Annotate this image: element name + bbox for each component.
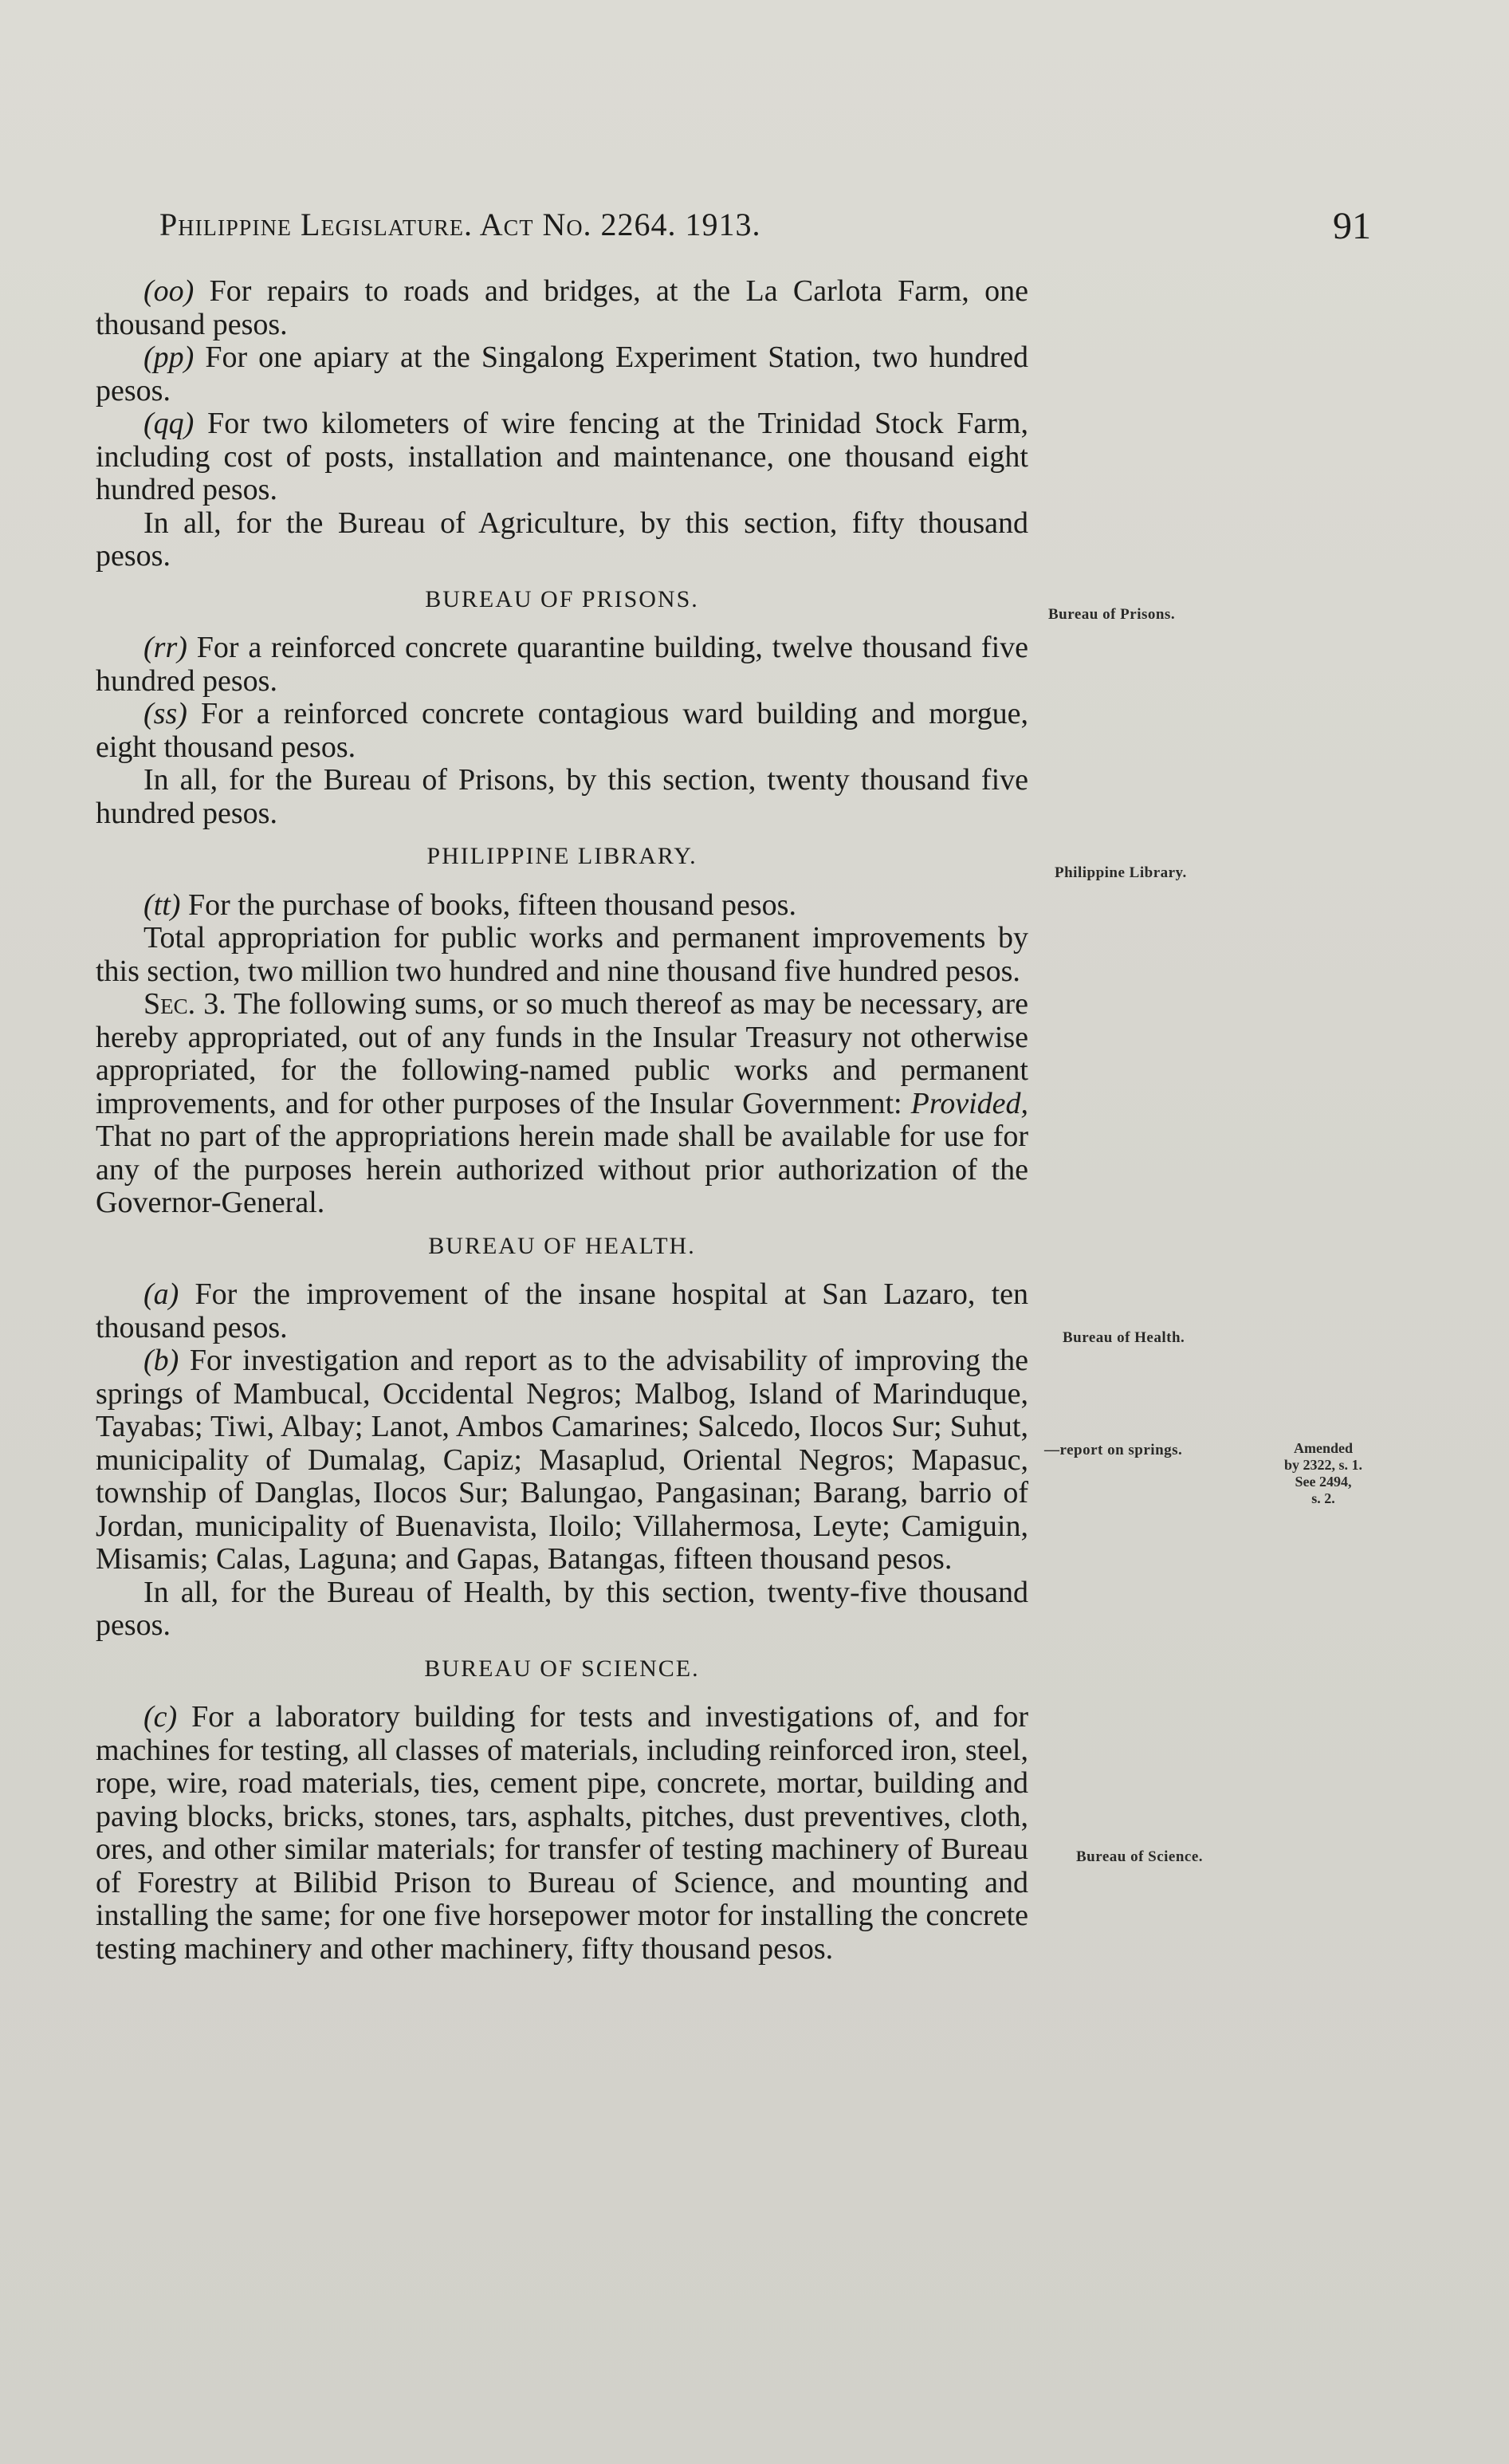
- paragraph-a: [96, 1278, 1028, 1344]
- item-text: For the improvement of the insane hospital at San Lazaro, ten thousand pesos.: [96, 1277, 1028, 1344]
- heading-philippine-library: PHILIPPINE LIBRARY.: [426, 843, 698, 869]
- item-letter: (c): [143, 1700, 178, 1734]
- item-text: For repairs to roads and bridges, at the La Carlota Farm, one thousand pesos.: [96, 274, 1028, 341]
- heading-bureau-of-science: BUREAU OF SCIENCE.: [424, 1655, 700, 1682]
- item-letter: (rr): [143, 631, 187, 664]
- section-label: Sec. 3.: [143, 987, 226, 1021]
- running-head: Philippine Legislature. Act No. 2264. 1913.: [159, 207, 761, 242]
- heading-bureau-of-health: BUREAU OF HEALTH.: [428, 1232, 696, 1259]
- item-letter: (pp): [143, 340, 195, 374]
- margin-note-science: Bureau of Science.: [1076, 1848, 1204, 1865]
- item-letter: (oo): [143, 274, 195, 308]
- item-letter: (b): [143, 1344, 179, 1377]
- paragraph-prisons-total: In all, for the Bureau of Prisons, by this section, twenty thousand five hundred pesos.: [96, 763, 1028, 830]
- item-text: For investigation and report as to the advisability of improving the springs of Mambucal, Occidental Negros; Malbog, Island of Marinduque, Tayabas; Tiwi, Albay; Lanot, Ambos Camarines; Salcedo, Ilocos Sur; Suhut, municipality of Dumalag, Capiz; Masaplud, Oriental Negros; Mapasuc, township of Danglas, Ilocos Sur; Balungao, Pangasinan; Barang, barrio of Jordan, municipality of Buenavista, Iloilo; Villahermosa, Leyte; Camiguin, Misamis; Calas, Laguna; and Gapas, Batangas, fifteen thousand pesos.: [96, 1344, 1028, 1576]
- amended-line: by 2322, s. 1.: [1283, 1457, 1362, 1473]
- margin-note-springs: —report on springs.: [1044, 1442, 1183, 1458]
- paragraph-b: [96, 1344, 1028, 1576]
- proviso-word: Provided,: [910, 1086, 1028, 1120]
- margin-note-library: Philippine Library.: [1055, 864, 1187, 881]
- section-text: The following sums, or so much thereof as may be necessary, are hereby appropriated, out of any funds in the Insular Treasury not otherwise appropriated, for the following-named public works and permanent improvements, and for other purposes of the Insular Government:: [96, 987, 1028, 1120]
- paragraph-oo: [96, 275, 1028, 341]
- item-letter: (tt): [143, 888, 181, 922]
- amended-line: s. 2.: [1311, 1490, 1335, 1506]
- item-letter: (a): [143, 1277, 179, 1311]
- margin-note-amended: [1271, 1440, 1375, 1507]
- paragraph-agriculture-total: In all, for the Bureau of Agriculture, by this section, fifty thousand pesos.: [96, 506, 1028, 573]
- margin-note-prisons: Bureau of Prisons.: [1048, 606, 1176, 623]
- amended-line: Amended: [1293, 1440, 1353, 1456]
- item-text: For a reinforced concrete contagious ward building and morgue, eight thousand pesos.: [96, 697, 1028, 764]
- item-text: For the purchase of books, fifteen thousand pesos.: [180, 888, 796, 922]
- margin-note-health: Bureau of Health.: [1063, 1329, 1185, 1346]
- amended-line: See 2494,: [1295, 1474, 1352, 1490]
- page-number: 91: [1333, 205, 1371, 247]
- item-text: For two kilometers of wire fencing at the Trinidad Stock Farm, including cost of posts, installation and maintenance, one thousand eight hundred pesos.: [96, 407, 1028, 506]
- paragraph-pp: [96, 341, 1028, 407]
- paragraph-qq: [96, 407, 1028, 507]
- paragraph-rr: [96, 632, 1028, 698]
- paragraph-c: [96, 1701, 1028, 1966]
- paragraph-public-works-total: Total appropriation for public works and permanent improvements by this section, two million two hundred and nine thousand five hundred pesos.: [96, 921, 1028, 988]
- paragraph-section-3: [96, 988, 1028, 1220]
- item-letter: (qq): [143, 407, 195, 440]
- paragraph-health-total: In all, for the Bureau of Health, by this section, twenty-five thousand pesos.: [96, 1575, 1028, 1642]
- paragraph-tt: [96, 889, 1028, 923]
- heading-bureau-of-prisons: BUREAU OF PRISONS.: [425, 585, 699, 612]
- item-text: For a reinforced concrete quarantine building, twelve thousand five hundred pesos.: [96, 631, 1028, 698]
- item-text: For one apiary at the Singalong Experiment Station, two hundred pesos.: [96, 340, 1028, 407]
- paragraph-ss: [96, 698, 1028, 764]
- body-text: [96, 275, 1028, 1966]
- item-letter: (ss): [143, 697, 187, 730]
- item-text: For a laboratory building for tests and investigations of, and for machines for testing, all classes of materials, including reinforced iron, steel, rope, wire, road materials, ties, cement pipe, concrete, mortar, building and paving blocks, bricks, stones, tars, asphalts, pitches, dust preventives, cloth, ores, and other similar materials; for transfer of testing machinery of Bureau of Forestry at Bilibid Prison to Bureau of Science, and mounting and installing the same; for one five horsepower motor for installing the concrete testing machinery and other machinery, fifty thousand pesos.: [96, 1700, 1028, 1966]
- page-header: [159, 206, 1371, 254]
- section-text-continued: That no part of the appropriations herein made shall be available for use for any of the purposes herein authorized without prior authorization of the Governor-General.: [96, 1120, 1028, 1219]
